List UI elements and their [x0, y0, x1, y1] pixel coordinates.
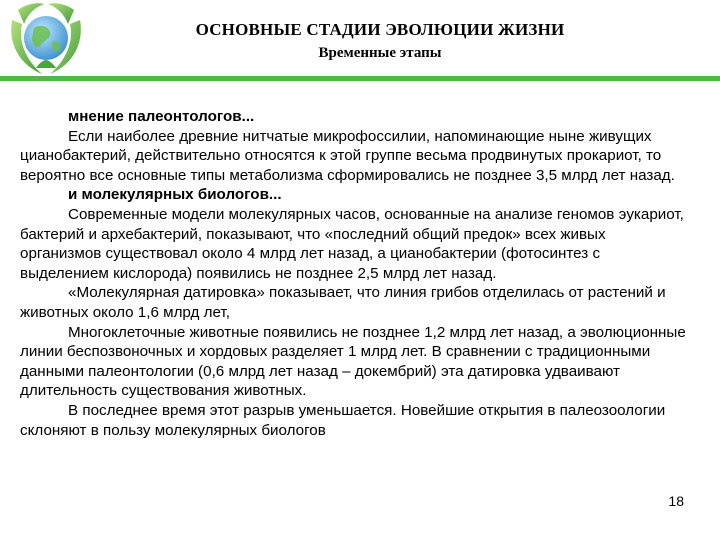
- page-title: ОСНОВНЫЕ СТАДИИ ЭВОЛЮЦИИ ЖИЗНИ: [195, 20, 565, 39]
- paragraph-recent-findings: В последнее время этот разрыв уменьшается. Новейшие открытия в палеозоологии склоняют в пользу молекулярных биологов: [20, 401, 666, 439]
- paragraph-multicellular: Многоклеточные животные появились не позднее 1,2 млрд лет назад, а эволюционные линии беспозвоночных и хордовых разделяет 1 млрд лет. В сравнении с традиционными данными палеонтологии (0,6 млрд лет назад – докембрий) эта датировка удваивают длительность существования животных.: [20, 323, 686, 400]
- page-subtitle: Временные этапы: [318, 45, 442, 61]
- body-text: [20, 107, 690, 440]
- paragraph-molecular-clock: Современные модели молекулярных часов, основанные на анализе геномов эукариот, бактерий и архебактерий, показывают, что «последний общий предок» всех живых организмов существовал около 4 млрд лет назад, а цианобактерии (фотосинтез с выделением кислорода) появились не позднее 2,5 млрд лет назад.: [20, 205, 684, 282]
- biologists-heading: и молекулярных биологов...: [68, 186, 282, 204]
- header-divider: [0, 76, 720, 81]
- paragraph-molecular-dating: «Молекулярная датировка» показывает, что линия грибов отделилась от растений и животных около 1,6 млрд лет,: [20, 284, 666, 321]
- paleontologists-heading: мнение палеонтологов...: [68, 108, 255, 125]
- globe-hands-logo-icon: [4, 2, 88, 78]
- paragraph-microfossils: Если наиболее древние нитчатые микрофоссилии, напоминающие ныне живущих цианобактерий, действительно относятся к этой группе весьма продвинутых прокариот, то вероятно все основные типы метаболизма сформировались не позднее 3,5 млрд лет назад.: [20, 127, 675, 184]
- page-number: 18: [668, 493, 684, 509]
